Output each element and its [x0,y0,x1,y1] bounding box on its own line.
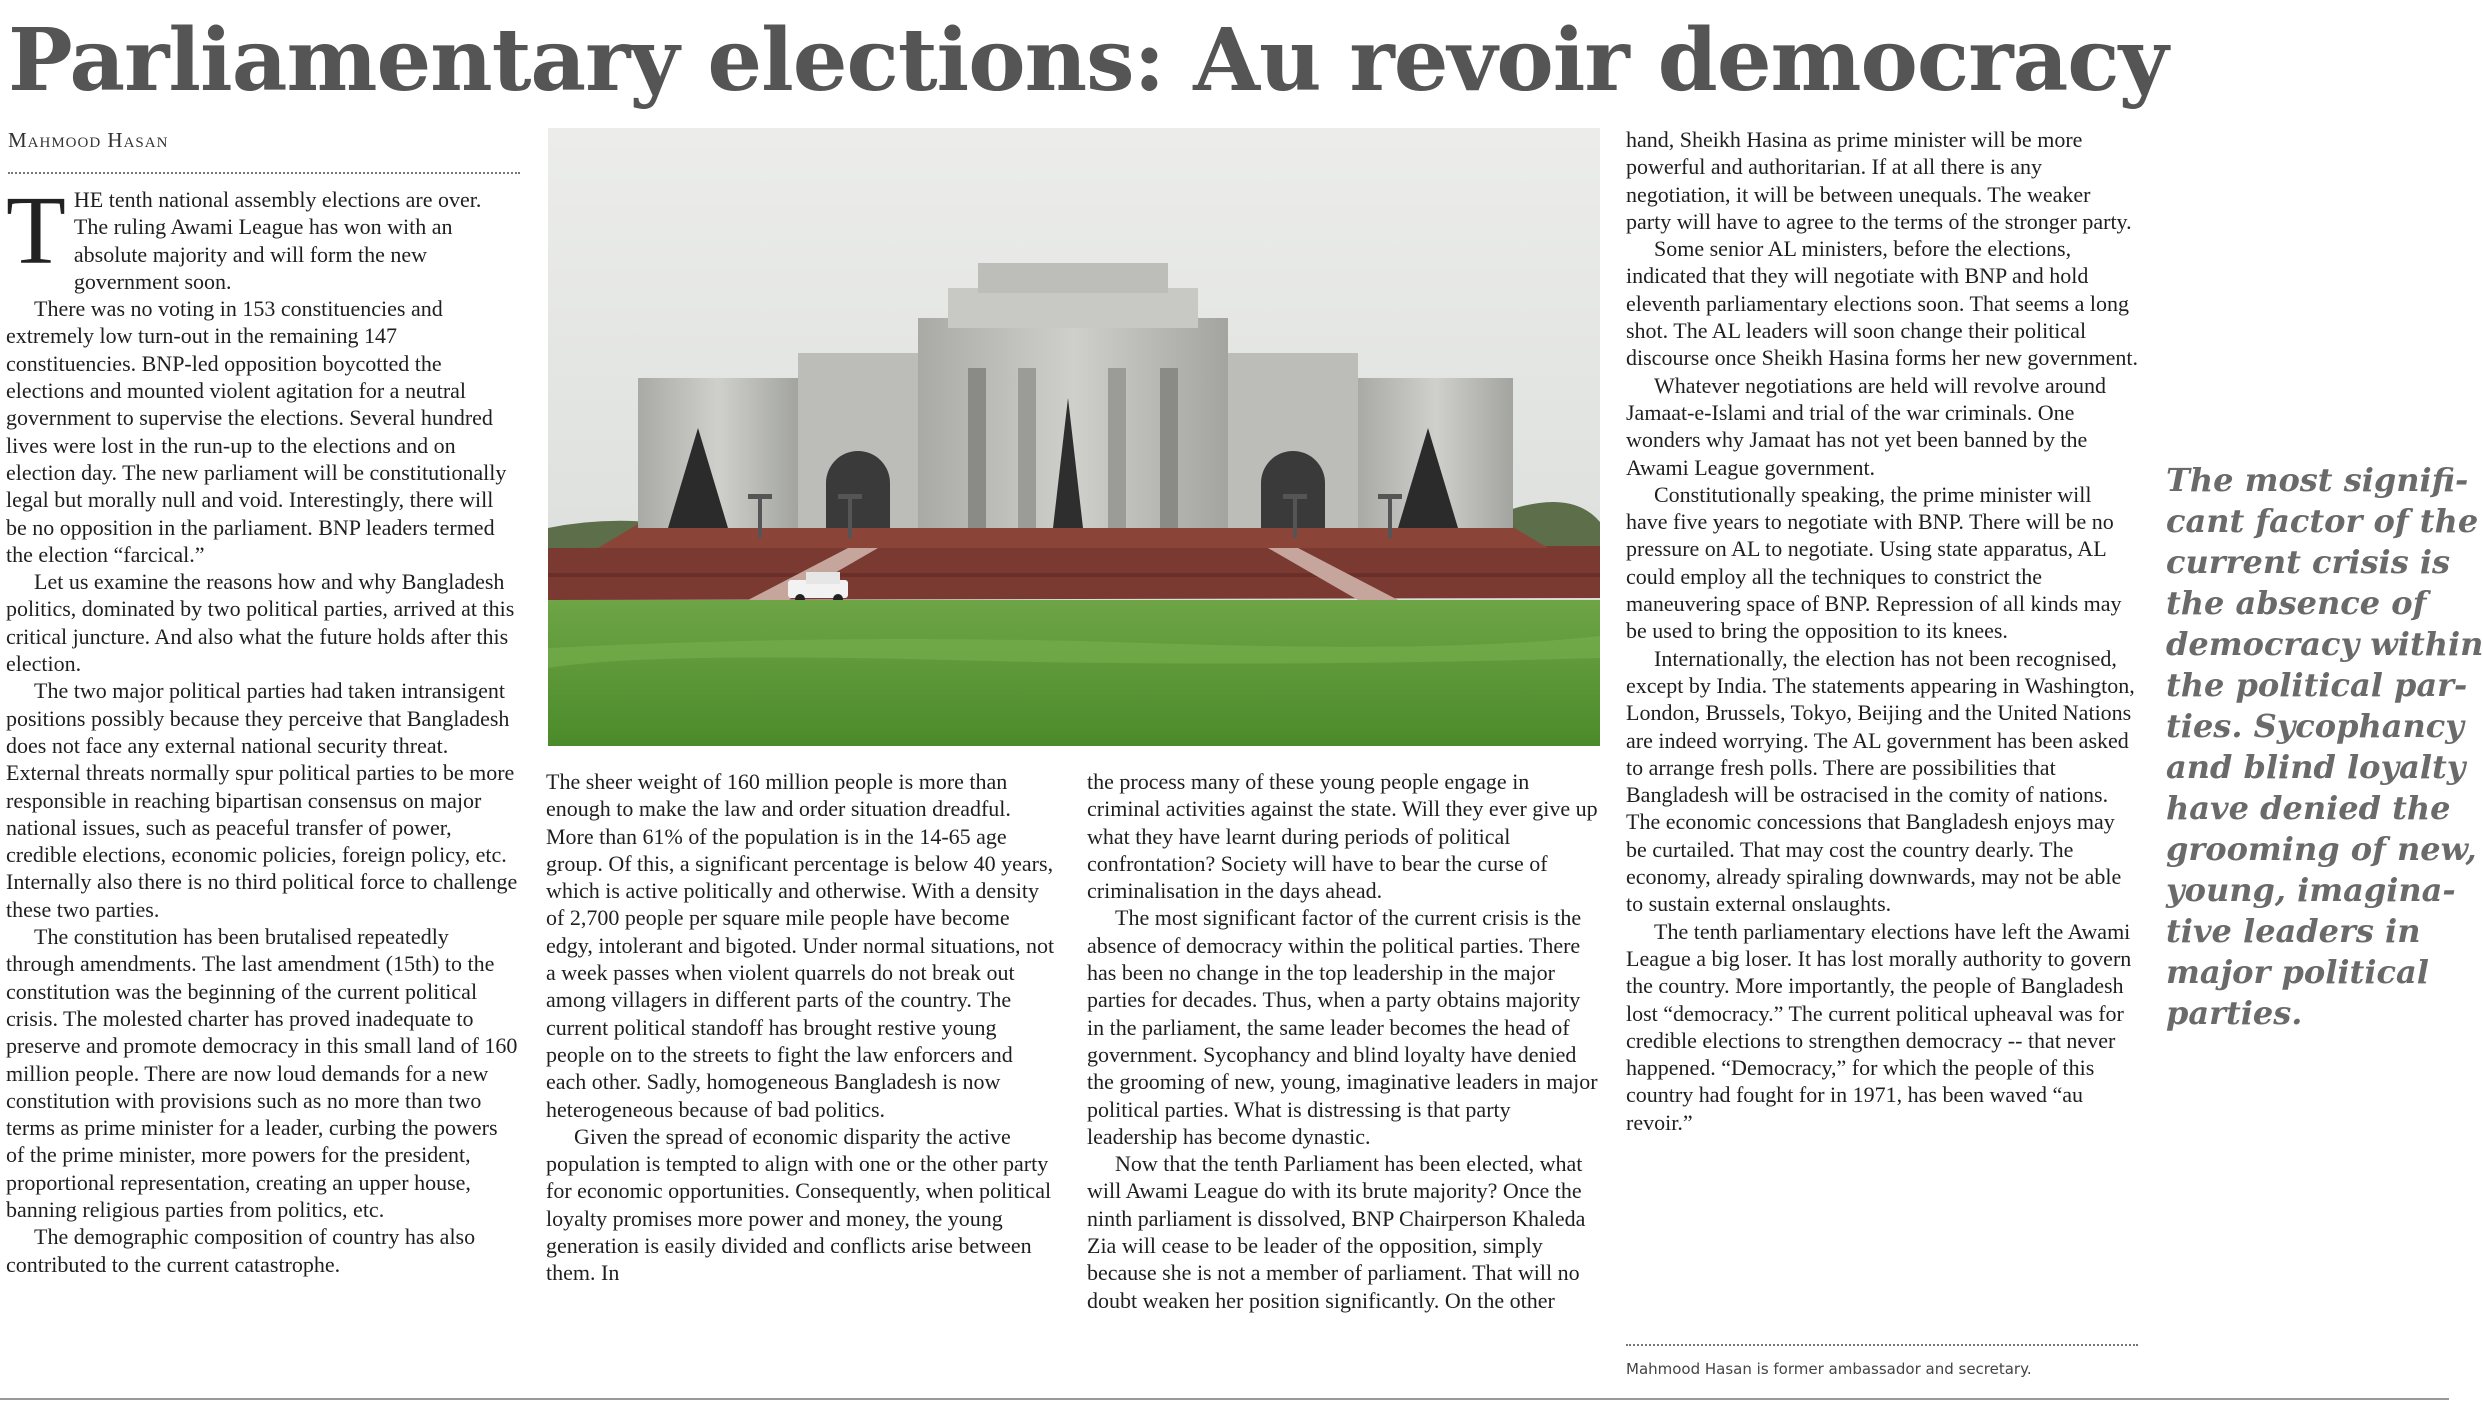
pull-quote-line: young, imagina- [2166,871,2456,909]
paragraph: the process many of these young people engage in criminal activities against the state. Will they ever give up what they have learnt during periods of political confrontation? Society will have to bear the curse of criminalisation in the days ahead. [1087,769,1598,904]
pull-quote-line: cant factor of the [2166,502,2479,540]
paragraph: Now that the tenth Parliament has been elected, what will Awami League do with its brute majority? Once the ninth parliament is dissolved, BNP Chairperson Khaleda Zia will cease to be leader of the opposition, simply because she is not a member of parliament. That will no doubt weaken her position significantly. On the other [1087,1151,1586,1313]
headline: Parliamentary elections: Au revoir democracy [8,10,2168,111]
byline: Mahmood Hasan [8,128,169,152]
pull-quote-line: the political par- [2166,666,2468,704]
paragraph: The most significant factor of the current crisis is the absence of democracy within the political parties. There has been no change in the top leadership in the major parties for decades. Thus, when a party obtains majority in the parliament, the same leader becomes the head of government. Sycophancy and blind loyalty have denied the grooming of new, young, imaginative leaders in major political parties. What is distressing is that party leadership has become dynastic. [1087,905,1598,1149]
pull-quote-line: tive leaders in [2166,912,2421,950]
article-column-4 [1626,126,2138,1136]
parliament-building-photo [548,128,1600,746]
paragraph: Internationally, the election has not been recognised, except by India. The statements appearing in Washington, London, Brussels, Tokyo, Beijing and the United Nations are indeed worrying. The AL government has been asked to arrange fresh polls. There are possibilities that Bangladesh will be ostracised in the comity of nations. The economic concessions that Bangladesh enjoys may be curtailed. That may cost the country dearly. The economy, already spiraling downwards, may not be able to sustain external onslaughts. [1626,645,2135,917]
pull-quote-line: the absence of [2166,584,2427,622]
paragraph: THE tenth national assembly elections are over. The ruling Awami League has won with an absolute majority and will form the new government soon. [6,177,482,294]
paragraph: Some senior AL ministers, before the elections, indicated that they will negotiate with BNP and hold eleventh parliamentary elections soon. That seems a long shot. The AL leaders will soon change their political discourse once Sheikh Hasina forms her new government. [1626,236,2138,371]
article-column-2 [546,768,1058,1287]
paragraph: Given the spread of economic disparity the active population is tempted to align with one or the other party for economic opportunities. Consequently, when political loyalty promises more power and money, the young generation is easily divided and conflicts arise between them. In [546,1123,1052,1286]
paragraph: Constitutionally speaking, the prime minister will have five years to negotiate with BNP. There will be no pressure on AL to negotiate. Using state apparatus, AL could employ all the techniques to constrict the maneuvering space of BNP. Repression of all kinds may be used to bring the opposition to its knees. [1626,481,2122,644]
bottom-rule [0,1398,2449,1400]
paragraph: The constitution has been brutalised repeatedly through amendments. The last amendment (15th) to the constitution was the beginning of the current political crisis. The molested charter has proved inadequate to preserve and promote democracy in this small land of 160 million people. There are now loud demands for a new constitution with provisions such as no more than two terms as prime minister for a leader, curbing the powers of the prime minister, more powers for the president, proportional representation, creating an upper house, banning religious parties from politics, etc. [6,924,518,1222]
paragraph: The demographic composition of country has also contributed to the current catastrophe. [6,1224,476,1277]
pull-quote-line: democracy within [2166,625,2483,663]
byline-divider [8,172,520,174]
paragraph: Let us examine the reasons how and why Bangladesh politics, dominated by two political parties, arrived at this critical juncture. And also what the future holds after this election. [6,569,515,677]
parliament-photo-illustration [548,128,1600,746]
pull-quote [2166,460,2483,1034]
pull-quote-line: parties. [2166,994,2303,1032]
article-column-1 [6,177,518,1278]
paragraph: The two major political parties had taken intransigent positions possibly because they perceive that Bangladesh does not face any external national security threat. External threats normally spur political parties to be more responsible in reaching bipartisan consensus on major national issues, such as peaceful transfer of power, credible elections, economic policies, foreign policy, etc. Internally also there is no third political force to challenge these two parties. [6,678,518,922]
pull-quote-line: major political [2166,953,2429,991]
pull-quote-line: current crisis is [2166,543,2451,581]
pull-quote-line: and blind loyalty [2166,748,2466,786]
dropcap: T [6,177,66,285]
paragraph: There was no voting in 153 constituencies and extremely low turn-out in the remaining 147 constituencies. BNP-led opposition boycotted the elections and mounted violent agitation for a neutral government to supervise the elections. Several hundred lives were lost in the run-up to the elections and on election day. The new parliament will be constitutionally legal but morally null and void. Interestingly, there will be no opposition in the parliament. BNP leaders termed the election “farcical.” [6,296,507,567]
paragraph: hand, Sheikh Hasina as prime minister will be more powerful and authoritarian. If at all there is any negotiation, it will be between unequals. The weaker party will have to agree to the terms of the stronger party. [1626,127,2132,234]
credit-divider [1626,1344,2138,1346]
pull-quote-line: ties. Sycophancy [2166,707,2464,745]
pull-quote-line: have denied the [2166,789,2451,827]
paragraph: The tenth parliamentary elections have left the Awami League a big loser. It has lost morally authority to govern the country. More importantly, the people of Bangladesh lost “democracy.” The current political upheaval was for credible elections to strengthen democracy -- that never happened. “Democracy,” for which the people of this country had fought for in 1971, has been waved “au revoir.” [1626,918,2132,1135]
article-column-3 [1087,768,1599,1314]
paragraph: Whatever negotiations are held will revolve around Jamaat-e-Islami and trial of the war criminals. One wonders why Jamaat has not yet been banned by the Awami League government. [1626,372,2107,480]
paragraph: The sheer weight of 160 million people is more than enough to make the law and order situation dreadful. More than 61% of the population is in the 14-65 age group. Of this, a significant percentage is below 40 years, which is active politically and otherwise. With a density of 2,700 people per square mile people have become edgy, intolerant and bigoted. Under normal situations, not a week passes when violent quarrels do not break out among villagers in different parts of the country. The current political standoff has brought restive young people on to the streets to fight the law enforcers and each other. Sadly, homogeneous Bangladesh is now heterogeneous because of bad politics. [546,769,1055,1122]
pull-quote-line: The most signifi- [2166,461,2469,499]
pull-quote-line: grooming of new, [2166,830,2477,868]
author-credit: Mahmood Hasan is former ambassador and secretary. [1626,1360,2032,1378]
